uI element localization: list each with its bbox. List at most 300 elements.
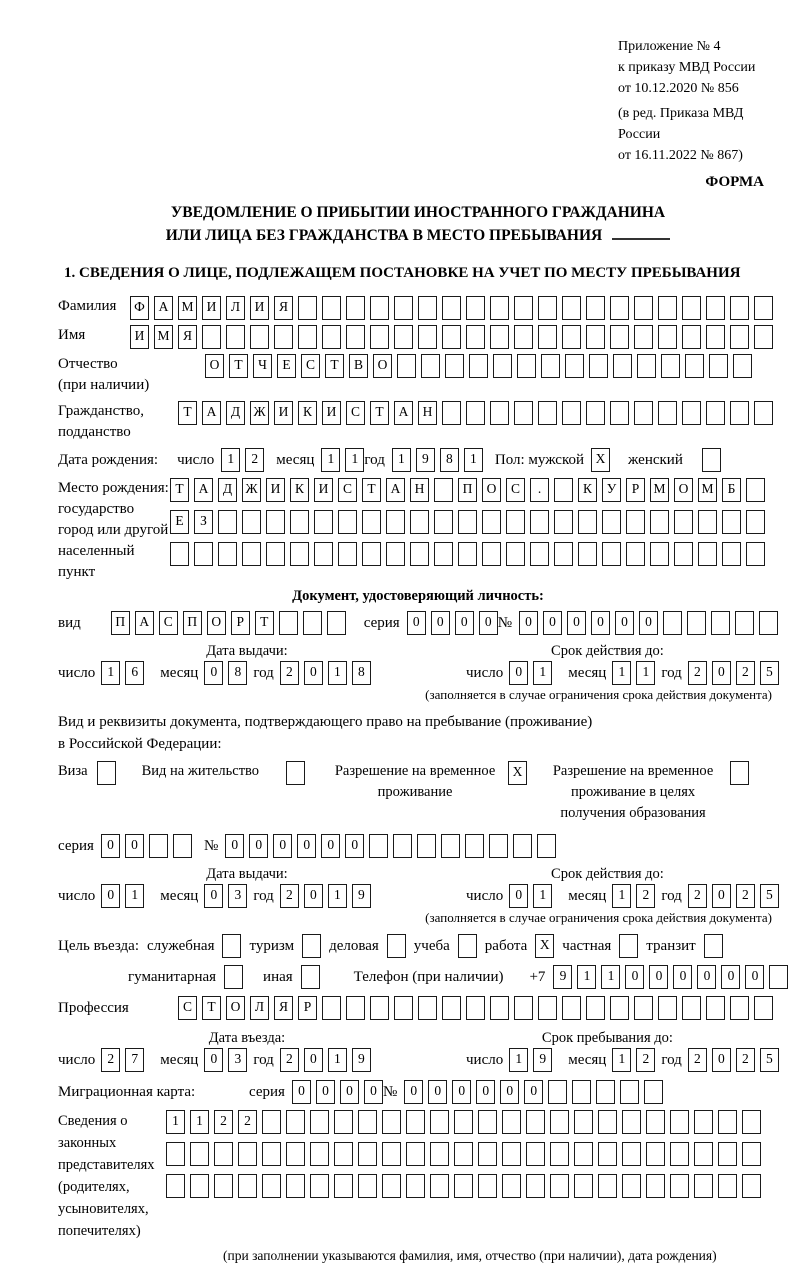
char-box[interactable]: Я bbox=[274, 996, 293, 1020]
char-box[interactable] bbox=[274, 325, 293, 349]
char-box[interactable] bbox=[513, 834, 532, 858]
char-box[interactable]: Ч bbox=[253, 354, 272, 378]
char-box[interactable]: 0 bbox=[304, 1048, 323, 1072]
char-box[interactable] bbox=[646, 1142, 665, 1166]
char-box[interactable] bbox=[578, 510, 597, 534]
char-box[interactable] bbox=[482, 542, 501, 566]
char-box[interactable]: 0 bbox=[431, 611, 450, 635]
char-box[interactable] bbox=[301, 965, 320, 989]
char-box[interactable] bbox=[418, 325, 437, 349]
char-box[interactable]: 0 bbox=[101, 884, 120, 908]
char-box[interactable] bbox=[637, 354, 656, 378]
char-box[interactable] bbox=[538, 296, 557, 320]
char-box[interactable] bbox=[166, 1142, 185, 1166]
char-box[interactable] bbox=[286, 1110, 305, 1134]
char-box[interactable] bbox=[538, 401, 557, 425]
char-box[interactable]: 9 bbox=[352, 884, 371, 908]
char-box[interactable]: М bbox=[178, 296, 197, 320]
char-box[interactable] bbox=[173, 834, 192, 858]
char-box[interactable]: 0 bbox=[204, 661, 223, 685]
char-box[interactable] bbox=[334, 1174, 353, 1198]
char-box[interactable] bbox=[589, 354, 608, 378]
char-box[interactable] bbox=[759, 611, 778, 635]
char-box[interactable]: 2 bbox=[688, 661, 707, 685]
char-box[interactable]: Я bbox=[178, 325, 197, 349]
char-box[interactable] bbox=[663, 611, 682, 635]
char-box[interactable]: 0 bbox=[519, 611, 538, 635]
char-box[interactable] bbox=[434, 510, 453, 534]
char-box[interactable] bbox=[346, 996, 365, 1020]
char-box[interactable] bbox=[490, 296, 509, 320]
char-box[interactable] bbox=[418, 996, 437, 1020]
char-box[interactable] bbox=[550, 1110, 569, 1134]
char-box[interactable] bbox=[430, 1110, 449, 1134]
char-box[interactable]: 2 bbox=[736, 884, 755, 908]
char-box[interactable] bbox=[387, 934, 406, 958]
char-box[interactable] bbox=[490, 996, 509, 1020]
char-box[interactable]: 1 bbox=[509, 1048, 528, 1072]
char-box[interactable]: 0 bbox=[649, 965, 668, 989]
char-box[interactable] bbox=[730, 325, 749, 349]
char-box[interactable] bbox=[358, 1142, 377, 1166]
char-box[interactable] bbox=[586, 996, 605, 1020]
char-box[interactable]: 0 bbox=[615, 611, 634, 635]
char-box[interactable] bbox=[149, 834, 168, 858]
char-box[interactable] bbox=[706, 996, 725, 1020]
char-box[interactable]: 1 bbox=[328, 884, 347, 908]
char-box[interactable] bbox=[382, 1110, 401, 1134]
char-box[interactable] bbox=[327, 611, 346, 635]
char-box[interactable] bbox=[682, 996, 701, 1020]
char-box[interactable]: Е bbox=[277, 354, 296, 378]
char-box[interactable]: 0 bbox=[476, 1080, 495, 1104]
char-box[interactable] bbox=[370, 996, 389, 1020]
char-box[interactable]: О bbox=[226, 996, 245, 1020]
char-box[interactable]: Е bbox=[170, 510, 189, 534]
char-box[interactable]: 1 bbox=[328, 661, 347, 685]
char-box[interactable]: 3 bbox=[228, 884, 247, 908]
char-box[interactable]: 0 bbox=[125, 834, 144, 858]
char-box[interactable]: 1 bbox=[612, 661, 631, 685]
char-box[interactable]: Т bbox=[255, 611, 274, 635]
char-box[interactable] bbox=[478, 1142, 497, 1166]
char-box[interactable]: 1 bbox=[166, 1110, 185, 1134]
char-box[interactable] bbox=[562, 996, 581, 1020]
char-box[interactable] bbox=[610, 325, 629, 349]
char-box[interactable] bbox=[769, 965, 788, 989]
char-box[interactable]: У bbox=[602, 478, 621, 502]
char-box[interactable]: 1 bbox=[533, 661, 552, 685]
char-box[interactable]: 0 bbox=[321, 834, 340, 858]
char-box[interactable]: О bbox=[373, 354, 392, 378]
char-box[interactable] bbox=[430, 1142, 449, 1166]
char-box[interactable] bbox=[97, 761, 116, 785]
char-box[interactable] bbox=[730, 761, 749, 785]
char-box[interactable]: 1 bbox=[636, 661, 655, 685]
char-box[interactable] bbox=[538, 996, 557, 1020]
char-box[interactable] bbox=[554, 510, 573, 534]
char-box[interactable] bbox=[222, 934, 241, 958]
char-box[interactable] bbox=[441, 834, 460, 858]
char-box[interactable] bbox=[262, 1142, 281, 1166]
char-box[interactable] bbox=[626, 542, 645, 566]
char-box[interactable] bbox=[574, 1174, 593, 1198]
char-box[interactable]: 0 bbox=[304, 884, 323, 908]
char-box[interactable] bbox=[658, 401, 677, 425]
char-box[interactable]: 1 bbox=[221, 448, 240, 472]
char-box[interactable] bbox=[718, 1110, 737, 1134]
char-box[interactable] bbox=[514, 325, 533, 349]
char-box[interactable] bbox=[406, 1110, 425, 1134]
char-box[interactable] bbox=[610, 996, 629, 1020]
char-box[interactable] bbox=[218, 542, 237, 566]
char-box[interactable] bbox=[397, 354, 416, 378]
char-box[interactable]: К bbox=[290, 478, 309, 502]
char-box[interactable] bbox=[742, 1174, 761, 1198]
char-box[interactable] bbox=[466, 401, 485, 425]
char-box[interactable]: И bbox=[250, 296, 269, 320]
char-box[interactable]: 9 bbox=[533, 1048, 552, 1072]
char-box[interactable]: 7 bbox=[125, 1048, 144, 1072]
char-box[interactable] bbox=[670, 1142, 689, 1166]
char-box[interactable] bbox=[338, 510, 357, 534]
char-box[interactable] bbox=[687, 611, 706, 635]
char-box[interactable]: 0 bbox=[721, 965, 740, 989]
char-box[interactable] bbox=[298, 325, 317, 349]
char-box[interactable] bbox=[442, 401, 461, 425]
char-box[interactable] bbox=[410, 542, 429, 566]
char-box[interactable]: 2 bbox=[245, 448, 264, 472]
char-box[interactable] bbox=[442, 996, 461, 1020]
char-box[interactable] bbox=[754, 296, 773, 320]
char-box[interactable]: И bbox=[274, 401, 293, 425]
char-box[interactable]: А bbox=[386, 478, 405, 502]
char-box[interactable]: X bbox=[591, 448, 610, 472]
char-box[interactable] bbox=[406, 1174, 425, 1198]
char-box[interactable] bbox=[526, 1174, 545, 1198]
char-box[interactable]: 0 bbox=[712, 661, 731, 685]
char-box[interactable]: 0 bbox=[745, 965, 764, 989]
char-box[interactable] bbox=[502, 1174, 521, 1198]
char-box[interactable]: И bbox=[202, 296, 221, 320]
char-box[interactable]: 2 bbox=[688, 884, 707, 908]
char-box[interactable] bbox=[226, 325, 245, 349]
char-box[interactable] bbox=[537, 834, 556, 858]
char-box[interactable] bbox=[310, 1142, 329, 1166]
char-box[interactable]: 0 bbox=[712, 1048, 731, 1072]
char-box[interactable] bbox=[722, 510, 741, 534]
char-box[interactable] bbox=[650, 542, 669, 566]
char-box[interactable]: А bbox=[394, 401, 413, 425]
char-box[interactable]: 1 bbox=[392, 448, 411, 472]
char-box[interactable]: 9 bbox=[416, 448, 435, 472]
char-box[interactable] bbox=[334, 1110, 353, 1134]
char-box[interactable]: 3 bbox=[228, 1048, 247, 1072]
char-box[interactable] bbox=[674, 542, 693, 566]
char-box[interactable]: 0 bbox=[225, 834, 244, 858]
char-box[interactable] bbox=[493, 354, 512, 378]
char-box[interactable]: 0 bbox=[452, 1080, 471, 1104]
char-box[interactable]: И bbox=[314, 478, 333, 502]
char-box[interactable]: 0 bbox=[509, 661, 528, 685]
char-box[interactable]: Т bbox=[229, 354, 248, 378]
char-box[interactable]: Р bbox=[231, 611, 250, 635]
char-box[interactable] bbox=[417, 834, 436, 858]
char-box[interactable]: З bbox=[194, 510, 213, 534]
char-box[interactable] bbox=[530, 542, 549, 566]
char-box[interactable]: 1 bbox=[190, 1110, 209, 1134]
char-box[interactable] bbox=[694, 1174, 713, 1198]
char-box[interactable] bbox=[454, 1142, 473, 1166]
char-box[interactable] bbox=[442, 325, 461, 349]
char-box[interactable]: 0 bbox=[101, 834, 120, 858]
char-box[interactable]: М bbox=[650, 478, 669, 502]
char-box[interactable] bbox=[166, 1174, 185, 1198]
char-box[interactable] bbox=[262, 1174, 281, 1198]
char-box[interactable]: Т bbox=[170, 478, 189, 502]
char-box[interactable] bbox=[290, 510, 309, 534]
char-box[interactable] bbox=[517, 354, 536, 378]
char-box[interactable] bbox=[370, 325, 389, 349]
char-box[interactable] bbox=[730, 996, 749, 1020]
char-box[interactable]: 6 bbox=[125, 661, 144, 685]
char-box[interactable] bbox=[550, 1174, 569, 1198]
char-box[interactable]: 0 bbox=[567, 611, 586, 635]
char-box[interactable] bbox=[514, 296, 533, 320]
char-box[interactable] bbox=[620, 1080, 639, 1104]
char-box[interactable]: 0 bbox=[297, 834, 316, 858]
char-box[interactable]: Р bbox=[298, 996, 317, 1020]
char-box[interactable] bbox=[722, 542, 741, 566]
char-box[interactable]: 0 bbox=[364, 1080, 383, 1104]
char-box[interactable]: Н bbox=[410, 478, 429, 502]
char-box[interactable]: X bbox=[535, 934, 554, 958]
char-box[interactable] bbox=[466, 325, 485, 349]
char-box[interactable] bbox=[370, 296, 389, 320]
char-box[interactable] bbox=[314, 542, 333, 566]
char-box[interactable] bbox=[670, 1174, 689, 1198]
char-box[interactable] bbox=[565, 354, 584, 378]
char-box[interactable]: Т bbox=[370, 401, 389, 425]
char-box[interactable]: Р bbox=[626, 478, 645, 502]
char-box[interactable]: 2 bbox=[238, 1110, 257, 1134]
char-box[interactable] bbox=[454, 1174, 473, 1198]
char-box[interactable]: Л bbox=[226, 296, 245, 320]
char-box[interactable]: Т bbox=[325, 354, 344, 378]
char-box[interactable] bbox=[358, 1174, 377, 1198]
char-box[interactable] bbox=[369, 834, 388, 858]
char-box[interactable] bbox=[214, 1174, 233, 1198]
char-box[interactable] bbox=[661, 354, 680, 378]
char-box[interactable] bbox=[596, 1080, 615, 1104]
char-box[interactable]: 1 bbox=[601, 965, 620, 989]
char-box[interactable] bbox=[610, 296, 629, 320]
char-box[interactable] bbox=[238, 1142, 257, 1166]
char-box[interactable] bbox=[718, 1174, 737, 1198]
char-box[interactable] bbox=[718, 1142, 737, 1166]
char-box[interactable] bbox=[586, 325, 605, 349]
char-box[interactable] bbox=[646, 1174, 665, 1198]
char-box[interactable] bbox=[338, 542, 357, 566]
char-box[interactable]: 1 bbox=[533, 884, 552, 908]
char-box[interactable]: 0 bbox=[524, 1080, 543, 1104]
char-box[interactable]: Т bbox=[202, 996, 221, 1020]
char-box[interactable] bbox=[706, 401, 725, 425]
char-box[interactable]: В bbox=[349, 354, 368, 378]
char-box[interactable]: С bbox=[338, 478, 357, 502]
char-box[interactable]: А bbox=[154, 296, 173, 320]
char-box[interactable]: 8 bbox=[440, 448, 459, 472]
char-box[interactable] bbox=[382, 1174, 401, 1198]
char-box[interactable]: 0 bbox=[697, 965, 716, 989]
char-box[interactable] bbox=[489, 834, 508, 858]
char-box[interactable] bbox=[670, 1110, 689, 1134]
char-box[interactable] bbox=[706, 325, 725, 349]
char-box[interactable] bbox=[202, 325, 221, 349]
char-box[interactable] bbox=[410, 510, 429, 534]
char-box[interactable] bbox=[694, 1142, 713, 1166]
char-box[interactable]: 2 bbox=[688, 1048, 707, 1072]
char-box[interactable]: 0 bbox=[204, 1048, 223, 1072]
char-box[interactable] bbox=[434, 478, 453, 502]
char-box[interactable]: С bbox=[159, 611, 178, 635]
char-box[interactable]: С bbox=[178, 996, 197, 1020]
char-box[interactable]: 2 bbox=[736, 661, 755, 685]
char-box[interactable]: Д bbox=[218, 478, 237, 502]
char-box[interactable] bbox=[490, 325, 509, 349]
char-box[interactable] bbox=[562, 325, 581, 349]
char-box[interactable] bbox=[754, 325, 773, 349]
char-box[interactable]: Б bbox=[722, 478, 741, 502]
char-box[interactable]: К bbox=[298, 401, 317, 425]
char-box[interactable] bbox=[310, 1174, 329, 1198]
char-box[interactable]: 0 bbox=[428, 1080, 447, 1104]
char-box[interactable]: 0 bbox=[340, 1080, 359, 1104]
char-box[interactable] bbox=[622, 1110, 641, 1134]
char-box[interactable]: 1 bbox=[328, 1048, 347, 1072]
char-box[interactable] bbox=[406, 1142, 425, 1166]
char-box[interactable]: 8 bbox=[352, 661, 371, 685]
char-box[interactable]: О bbox=[674, 478, 693, 502]
char-box[interactable] bbox=[218, 510, 237, 534]
char-box[interactable]: X bbox=[508, 761, 527, 785]
char-box[interactable] bbox=[602, 542, 621, 566]
char-box[interactable]: 2 bbox=[214, 1110, 233, 1134]
char-box[interactable] bbox=[322, 325, 341, 349]
char-box[interactable] bbox=[442, 296, 461, 320]
char-box[interactable] bbox=[286, 761, 305, 785]
char-box[interactable] bbox=[682, 296, 701, 320]
char-box[interactable] bbox=[562, 296, 581, 320]
char-box[interactable] bbox=[711, 611, 730, 635]
char-box[interactable] bbox=[458, 934, 477, 958]
char-box[interactable] bbox=[530, 510, 549, 534]
char-box[interactable]: 1 bbox=[612, 1048, 631, 1072]
char-box[interactable]: 0 bbox=[273, 834, 292, 858]
char-box[interactable] bbox=[514, 996, 533, 1020]
char-box[interactable]: С bbox=[301, 354, 320, 378]
char-box[interactable] bbox=[242, 510, 261, 534]
char-box[interactable]: И bbox=[322, 401, 341, 425]
char-box[interactable] bbox=[706, 296, 725, 320]
char-box[interactable]: 5 bbox=[760, 661, 779, 685]
char-box[interactable] bbox=[322, 996, 341, 1020]
char-box[interactable]: 8 bbox=[228, 661, 247, 685]
char-box[interactable] bbox=[682, 325, 701, 349]
char-box[interactable] bbox=[418, 296, 437, 320]
char-box[interactable] bbox=[334, 1142, 353, 1166]
char-box[interactable] bbox=[586, 401, 605, 425]
char-box[interactable] bbox=[482, 510, 501, 534]
char-box[interactable] bbox=[250, 325, 269, 349]
char-box[interactable] bbox=[754, 996, 773, 1020]
char-box[interactable]: 0 bbox=[543, 611, 562, 635]
char-box[interactable] bbox=[598, 1174, 617, 1198]
char-box[interactable]: 5 bbox=[760, 1048, 779, 1072]
char-box[interactable] bbox=[709, 354, 728, 378]
char-box[interactable]: 9 bbox=[352, 1048, 371, 1072]
char-box[interactable] bbox=[454, 1110, 473, 1134]
char-box[interactable]: А bbox=[135, 611, 154, 635]
char-box[interactable]: 0 bbox=[292, 1080, 311, 1104]
char-box[interactable] bbox=[698, 542, 717, 566]
char-box[interactable]: Д bbox=[226, 401, 245, 425]
char-box[interactable] bbox=[694, 1110, 713, 1134]
char-box[interactable] bbox=[634, 401, 653, 425]
char-box[interactable] bbox=[634, 996, 653, 1020]
char-box[interactable] bbox=[704, 934, 723, 958]
char-box[interactable]: К bbox=[578, 478, 597, 502]
char-box[interactable] bbox=[574, 1110, 593, 1134]
char-box[interactable]: 1 bbox=[321, 448, 340, 472]
char-box[interactable] bbox=[386, 510, 405, 534]
char-box[interactable]: 0 bbox=[591, 611, 610, 635]
char-box[interactable] bbox=[674, 510, 693, 534]
char-box[interactable] bbox=[658, 296, 677, 320]
char-box[interactable]: 1 bbox=[101, 661, 120, 685]
char-box[interactable] bbox=[322, 296, 341, 320]
char-box[interactable]: И bbox=[130, 325, 149, 349]
char-box[interactable] bbox=[314, 510, 333, 534]
char-box[interactable] bbox=[458, 510, 477, 534]
char-box[interactable]: 2 bbox=[101, 1048, 120, 1072]
char-box[interactable] bbox=[634, 325, 653, 349]
char-box[interactable]: 1 bbox=[577, 965, 596, 989]
char-box[interactable]: О bbox=[205, 354, 224, 378]
char-box[interactable] bbox=[742, 1110, 761, 1134]
char-box[interactable] bbox=[650, 510, 669, 534]
char-box[interactable]: Ф bbox=[130, 296, 149, 320]
char-box[interactable] bbox=[190, 1142, 209, 1166]
char-box[interactable] bbox=[526, 1110, 545, 1134]
char-box[interactable] bbox=[194, 542, 213, 566]
char-box[interactable] bbox=[214, 1142, 233, 1166]
char-box[interactable] bbox=[393, 834, 412, 858]
char-box[interactable] bbox=[754, 401, 773, 425]
char-box[interactable] bbox=[526, 1142, 545, 1166]
char-box[interactable]: Ж bbox=[242, 478, 261, 502]
char-box[interactable] bbox=[445, 354, 464, 378]
char-box[interactable]: С bbox=[346, 401, 365, 425]
char-box[interactable] bbox=[346, 325, 365, 349]
char-box[interactable] bbox=[538, 325, 557, 349]
char-box[interactable] bbox=[242, 542, 261, 566]
char-box[interactable]: 2 bbox=[280, 884, 299, 908]
char-box[interactable] bbox=[598, 1142, 617, 1166]
char-box[interactable]: 1 bbox=[345, 448, 364, 472]
char-box[interactable] bbox=[362, 510, 381, 534]
char-box[interactable] bbox=[346, 296, 365, 320]
